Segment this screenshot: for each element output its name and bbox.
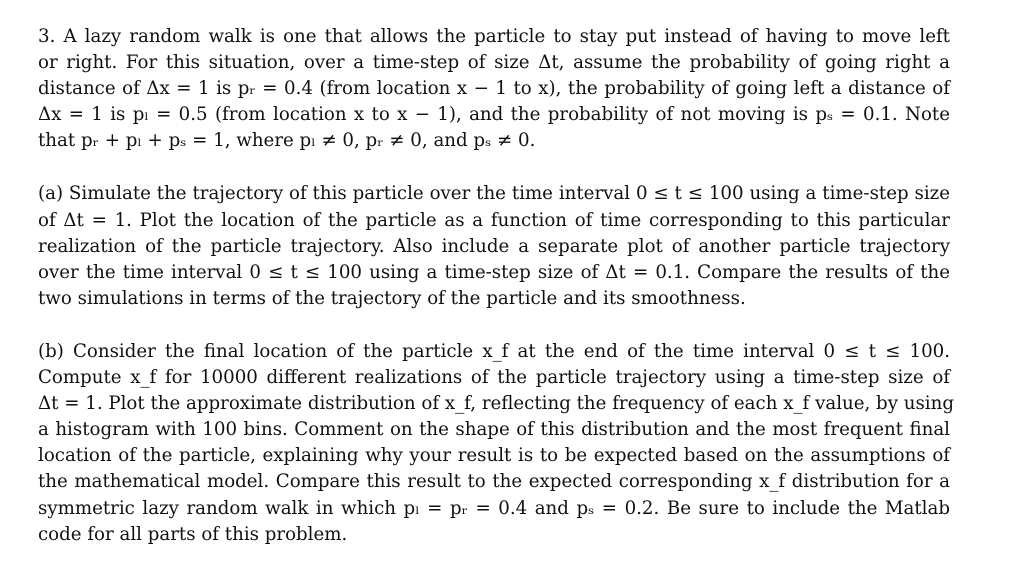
text-line: 3. A lazy random walk is one that allows the particle to stay put instead of having to move left — [38, 26, 950, 47]
text-line: realization of the particle trajectory. Also include a separate plot of another particle trajectory — [38, 235, 950, 257]
text-line: the mathematical model. Compare this result to the expected corresponding x_f distribution for a — [38, 471, 950, 493]
problem-statement-paragraph — [38, 24, 950, 154]
text-line: symmetric lazy random walk in which pₗ = pᵣ = 0.4 and pₛ = 0.2. Be sure to include the Matlab — [38, 497, 950, 519]
text-line: or right. For this situation, over a time-step of size Δt, assume the probability of going right a — [38, 52, 950, 74]
text-line: (b) Consider the final location of the particle x_f at the end of the time interval 0 ≤ t ≤ 100. — [38, 340, 950, 362]
text-line: Δx = 1 is pₗ = 0.5 (from location x to x − 1), and the probability of not moving is pₛ = 0.1. Note — [38, 104, 950, 126]
part-a-paragraph — [38, 181, 950, 311]
problem-document — [38, 24, 954, 548]
part-b-paragraph — [38, 339, 954, 548]
text-line: Compute x_f for 10000 different realizations of the particle trajectory using a time-step size of — [38, 367, 950, 389]
text-line: distance of Δx = 1 is pᵣ = 0.4 (from location x − 1 to x), the probability of going left a distance of — [38, 78, 950, 100]
text-line: that pᵣ + pₗ + pₛ = 1, where pₗ ≠ 0, pᵣ ≠ 0, and pₛ ≠ 0. — [38, 130, 536, 152]
text-line: code for all parts of this problem. — [38, 523, 348, 545]
text-line: two simulations in terms of the trajectory of the particle and its smoothness. — [38, 287, 746, 309]
text-line: of Δt = 1. Plot the location of the particle as a function of time corresponding to this particular — [38, 209, 950, 231]
text-line: location of the particle, explaining why your result is to be expected based on the assumptions of — [38, 445, 950, 467]
text-line: over the time interval 0 ≤ t ≤ 100 using a time-step size of Δt = 0.1. Compare the results of the — [38, 261, 950, 283]
text-line: a histogram with 100 bins. Comment on the shape of this distribution and the most frequent final — [38, 419, 950, 441]
text-line: (a) Simulate the trajectory of this particle over the time interval 0 ≤ t ≤ 100 using a time-step size — [38, 183, 950, 205]
text-line: Δt = 1. Plot the approximate distribution of x_f, reflecting the frequency of each x_f value, by using — [38, 393, 954, 415]
